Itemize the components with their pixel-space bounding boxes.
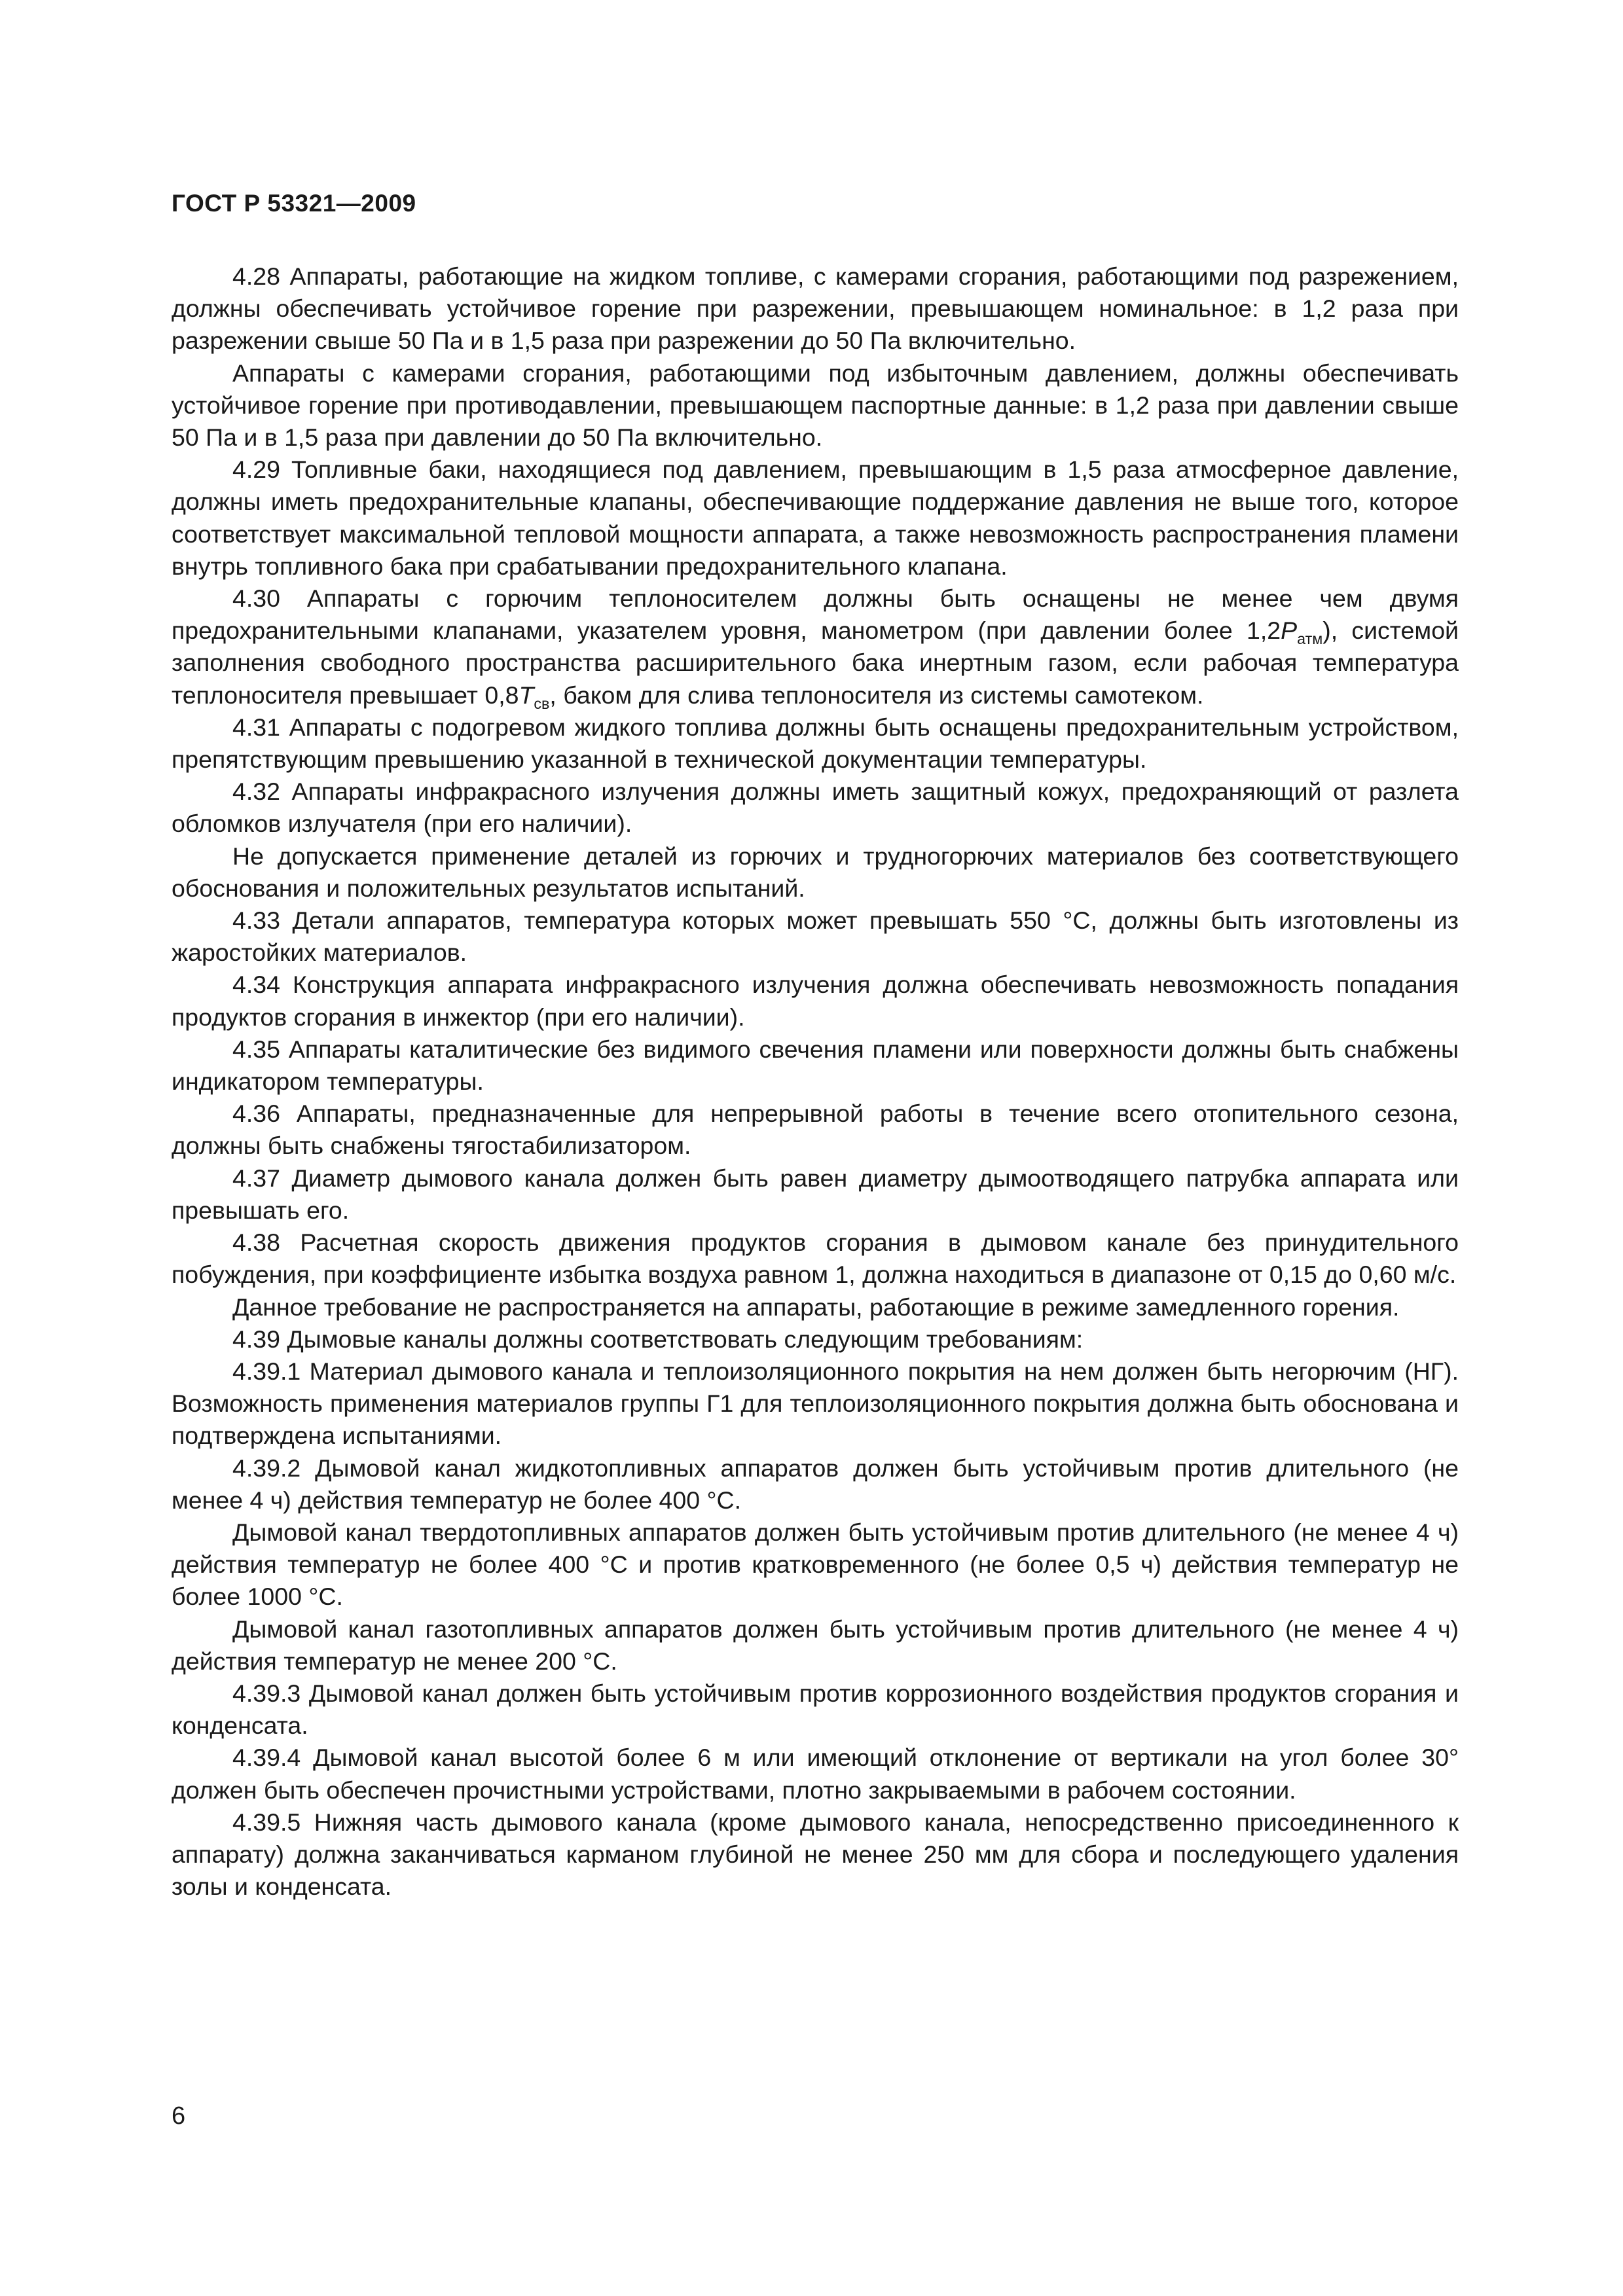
paragraph-4-36: 4.36 Аппараты, предназначенные для непрерывной работы в течение всего отопительного сезона, должны быть снабжены тягостабилизатором. <box>172 1100 1459 1160</box>
paragraph-4-31: 4.31 Аппараты с подогревом жидкого топлива должны быть оснащены предохранительным устройством, препятствующим превышению указанной в технической документации температуры. <box>172 713 1459 774</box>
standard-code-header: ГОСТ Р 53321—2009 <box>172 190 416 217</box>
paragraph-4-30 <box>172 583 1459 711</box>
temperature-subscript: св <box>534 694 550 712</box>
paragraph-4-34: 4.34 Конструкция аппарата инфракрасного излучения должна обеспечивать невозможность попадания продуктов сгорания в инжектор (при его наличии). <box>172 971 1459 1031</box>
paragraph-4-28: 4.28 Аппараты, работающие на жидком топливе, с камерами сгорания, работающими под разрежением, должны обеспечивать устойчивое горение при разрежении, превышающем номинальное: в 1,2 раза при разрежении свыше 50 Па и в 1,5 раза при разрежении до 50 Па включительно. <box>172 262 1459 355</box>
paragraph-4-39: 4.39 Дымовые каналы должны соответствовать следующим требованиям: <box>232 1325 1084 1353</box>
paragraph-4-29: 4.29 Топливные баки, находящиеся под давлением, превышающим в 1,5 раза атмосферное давление, должны иметь предохранительные клапаны, обеспечивающие поддержание давления не выше того, которое соответствует максимальной тепловой мощности аппарата, а также невозможность распространения пламени внутрь топливного бака при срабатывании предохранительного клапана. <box>172 456 1459 580</box>
paragraph-4-30-part3: , баком для слива теплоносителя из системы самотеком. <box>549 681 1204 709</box>
paragraph-4-30-part1: 4.30 Аппараты с горючим теплоносителем должны быть оснащены не менее чем двумя предохранительными клапанами, указателем уровня, манометром (при давлении более 1,2 <box>172 584 1459 645</box>
paragraph-4-39-4: 4.39.4 Дымовой канал высотой более 6 м или имеющий отклонение от вертикали на угол более 30° должен быть обеспечен прочистными устройствами, плотно закрываемыми в рабочем состоянии. <box>172 1744 1459 1804</box>
temperature-symbol: T <box>519 681 534 709</box>
paragraph-4-32: 4.32 Аппараты инфракрасного излучения должны иметь защитный кожух, предохраняющий от разлета обломков излучателя (при его наличии). <box>172 778 1459 838</box>
paragraph-4-38-exception: Данное требование не распространяется на аппараты, работающие в режиме замедленного горения. <box>232 1293 1400 1321</box>
paragraph-4-39-2-solid-fuel: Дымовой канал твердотопливных аппаратов должен быть устойчивым против длительного (не менее 4 ч) действия температур не более 400 °С и против кратковременного (не более 0,5 ч) действия температур не более 1000 °С. <box>172 1518 1459 1611</box>
paragraph-4-39-2: 4.39.2 Дымовой канал жидкотопливных аппаратов должен быть устойчивым против длительного (не менее 4 ч) действия температур не более 400 °С. <box>172 1454 1459 1514</box>
paragraph-4-38: 4.38 Расчетная скорость движения продуктов сгорания в дымовом канале без принудительного побуждения, при коэффициенте избытка воздуха равном 1, должна находиться в диапазоне от 0,15 до 0,60 м/с. <box>172 1229 1459 1289</box>
paragraph-4-30-part2: ), системой заполнения свободного пространства расширительного бака инертным газом, если рабочая температура теплоносителя превышает 0,8 <box>172 617 1459 709</box>
paragraph-4-37: 4.37 Диаметр дымового канала должен быть равен диаметру дымоотводящего патрубка аппарата или превышать его. <box>172 1164 1459 1224</box>
paragraph-4-33: 4.33 Детали аппаратов, температура которых может превышать 550 °С, должны быть изготовлены из жаростойких материалов. <box>172 906 1459 967</box>
paragraph-4-39-2-gas-fuel: Дымовой канал газотопливных аппаратов должен быть устойчивым против длительного (не менее 4 ч) действия температур не менее 200 °С. <box>172 1615 1459 1675</box>
paragraph-4-39-1: 4.39.1 Материал дымового канала и теплоизоляционного покрытия на нем должен быть негорючим (НГ). Возможность применения материалов группы Г1 для теплоизоляционного покрытия должна быть обоснована и подтверждена испытаниями. <box>172 1357 1459 1450</box>
paragraph-4-39-3: 4.39.3 Дымовой канал должен быть устойчивым против коррозионного воздействия продуктов сгорания и конденсата. <box>172 1679 1459 1740</box>
paragraph-4-35: 4.35 Аппараты каталитические без видимого свечения пламени или поверхности должны быть снабжены индикатором температуры. <box>172 1035 1459 1096</box>
document-body <box>172 260 1459 1903</box>
page-number: 6 <box>172 2102 186 2130</box>
pressure-symbol: P <box>1281 617 1298 645</box>
paragraph-4-32-materials: Не допускается применение деталей из горючих и трудногорючих материалов без соответствующего обоснования и положительных результатов испытаний. <box>172 842 1459 902</box>
paragraph-4-28-pressure: Аппараты с камерами сгорания, работающими под избыточным давлением, должны обеспечивать устойчивое горение при противодавлении, превышающем паспортные данные: в 1,2 раза при давлении свыше 50 Па и в 1,5 раза при давлении до 50 Па включительно. <box>172 359 1459 452</box>
paragraph-4-39-5: 4.39.5 Нижняя часть дымового канала (кроме дымового канала, непосредственно присоединенного к аппарату) должна заканчиваться карманом глубиной не менее 250 мм для сбора и последующего удаления золы и конденсата. <box>172 1808 1459 1901</box>
pressure-subscript: атм <box>1297 630 1323 648</box>
